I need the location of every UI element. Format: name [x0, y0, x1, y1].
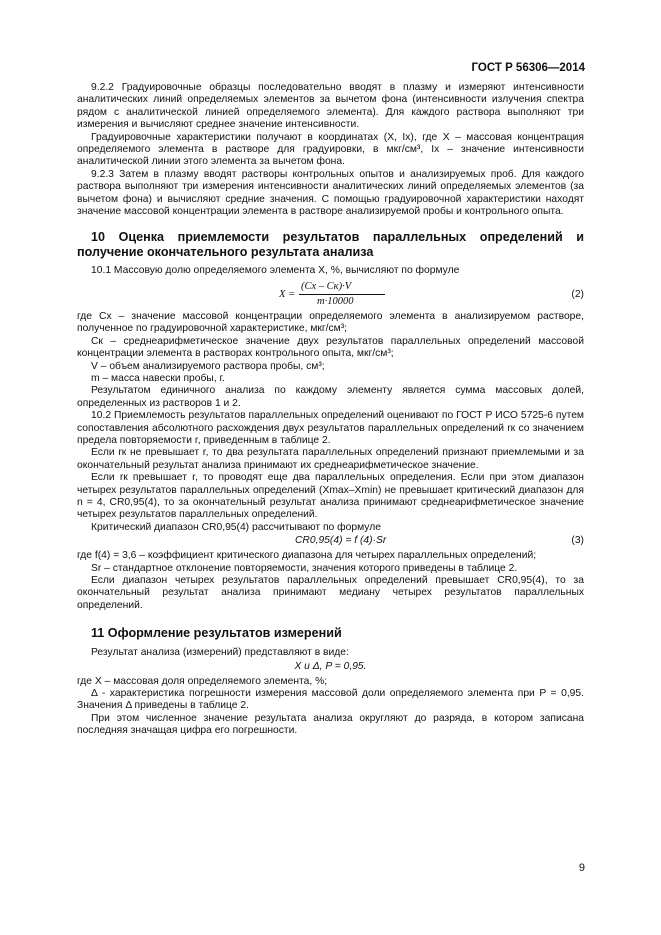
paragraph-median: Если диапазон четырех результатов параллельных определений превышает CR0,95(4), то за окончательный результат анализа принимают медиану четырех результатов параллельных определений.	[77, 575, 584, 611]
page-content	[77, 82, 584, 738]
result-expression: X и Δ, P = 0,95.	[294, 661, 367, 673]
formula-2-lhs: X =	[279, 288, 296, 300]
fraction-bar	[299, 294, 385, 295]
where-3-item: где f(4) = 3,6 – коэффициент критического диапазона для четырех параллельных определений;	[77, 550, 537, 562]
section-11-heading: 11 Оформление результатов измерений	[91, 626, 342, 641]
where-4-item: Δ - характеристика погрешности измерения массовой доли определяемого элемента при P = 0,95. Значения Δ приведены в таблице 2.	[77, 687, 584, 712]
equation-number-2: (2)	[571, 288, 584, 300]
where-2-item: m – масса навески пробы, г.	[91, 372, 225, 384]
formula-2-numerator: (Cх – Cк)·V	[301, 280, 352, 292]
paragraph-critical-range: Критический диапазон CR0,95(4) рассчитывают по формуле	[91, 521, 381, 533]
formula-2	[77, 281, 584, 309]
formula-3-text: CR0,95(4) = f (4)·Sr	[295, 535, 387, 547]
paragraph-10-2: 10.2 Приемлемость результатов параллельных определений оценивают по ГОСТ Р ИСО 5725-6 путем сопоставления абсолютного расхождения двух результатов параллельных определений rк со значением предела повторяемости r, приведенным в таблице 2.	[77, 410, 584, 446]
paragraph-rounding: При этом численное значение результата анализа округляют до разряда, в котором записана последняя значащая цифра его погрешности.	[77, 712, 584, 737]
document-header: ГОСТ Р 56306—2014	[471, 62, 585, 74]
paragraph-if-not-exceeds: Если rк не превышает r, то два результата параллельных определений признают приемлемыми и за окончательный результат анализа принимают их среднеарифметическое значение.	[77, 447, 584, 471]
page-number: 9	[578, 862, 585, 874]
where-4-item: где X – массовая доля определяемого элемента, %;	[77, 675, 328, 687]
where-2-item: V – объем анализируемого раствора пробы, см³;	[91, 360, 325, 372]
where-2-item: где Cх – значение массовой концентрации определяемого элемента в анализируемом растворе, полученное по градуировочной характеристике, мкг/см³;	[77, 310, 584, 335]
where-3-item: Sr – стандартное отклонение повторяемости, значения которого приведены в таблице 2.	[91, 562, 518, 574]
section-10-heading: 10 Оценка приемлемости результатов параллельных определений и получение окончательного результата анализа	[77, 230, 584, 259]
where-2-item: Cк – среднеарифметическое значение двух результатов параллельных определений массовой концентрации элемента в растворах контрольного опыта, мкг/см³;	[77, 335, 584, 360]
equation-number-3: (3)	[571, 535, 584, 547]
formula-3	[77, 535, 584, 549]
paragraph-9-2-3: 9.2.3 Затем в плазму вводят растворы контрольных опытов и анализируемых проб. Для каждого раствора выполняют три измерения интенсивности аналитических линий определяемых элементов (за вычетом фона) и вычисляют средние значения. С помощью градуировочной характеристики находят значение массовой концентрации элемента в растворе анализируемой пробы и контрольного опыта.	[77, 168, 584, 218]
formula-2-denominator: m·10000	[317, 295, 354, 307]
paragraph-result-form: Результат анализа (измерений) представляют в виде:	[91, 646, 349, 658]
paragraph-10-1: 10.1 Массовую долю определяемого элемента X, %, вычисляют по формуле	[91, 265, 460, 277]
paragraph-single-analysis: Результатом единичного анализа по каждому элементу является сумма массовых долей, определенных из растворов 1 и 2.	[77, 385, 584, 409]
paragraph-if-exceeds: Если rк превышает r, то проводят еще два параллельных определения. Если при этом диапазон четырех результатов параллельных определений (Xmax–Xmin) не превышает критический диапазон для n = 4, CR0,95(4), то за окончательный результат анализа принимают среднеарифметическое значение четырех результатов параллельных определений.	[77, 472, 584, 521]
paragraph-9-2-2: 9.2.2 Градуировочные образцы последовательно вводят в плазму и измеряют интенсивности аналитических линий определяемых элементов за вычетом фона (интенсивности излучения спектра рядом с аналитической линией определяемого элемента). Для каждого раствора выполняют три измерения и вычисляют среднее значение интенсивности.	[77, 82, 584, 131]
paragraph-calibration: Градуировочные характеристики получают в координатах (X, Iх), где X – массовая концентрация определяемого элемента в растворе для градуировки, в мкг/см³, Iх – значение интенсивности аналитической линии этого элемента за вычетом фона.	[77, 131, 584, 168]
